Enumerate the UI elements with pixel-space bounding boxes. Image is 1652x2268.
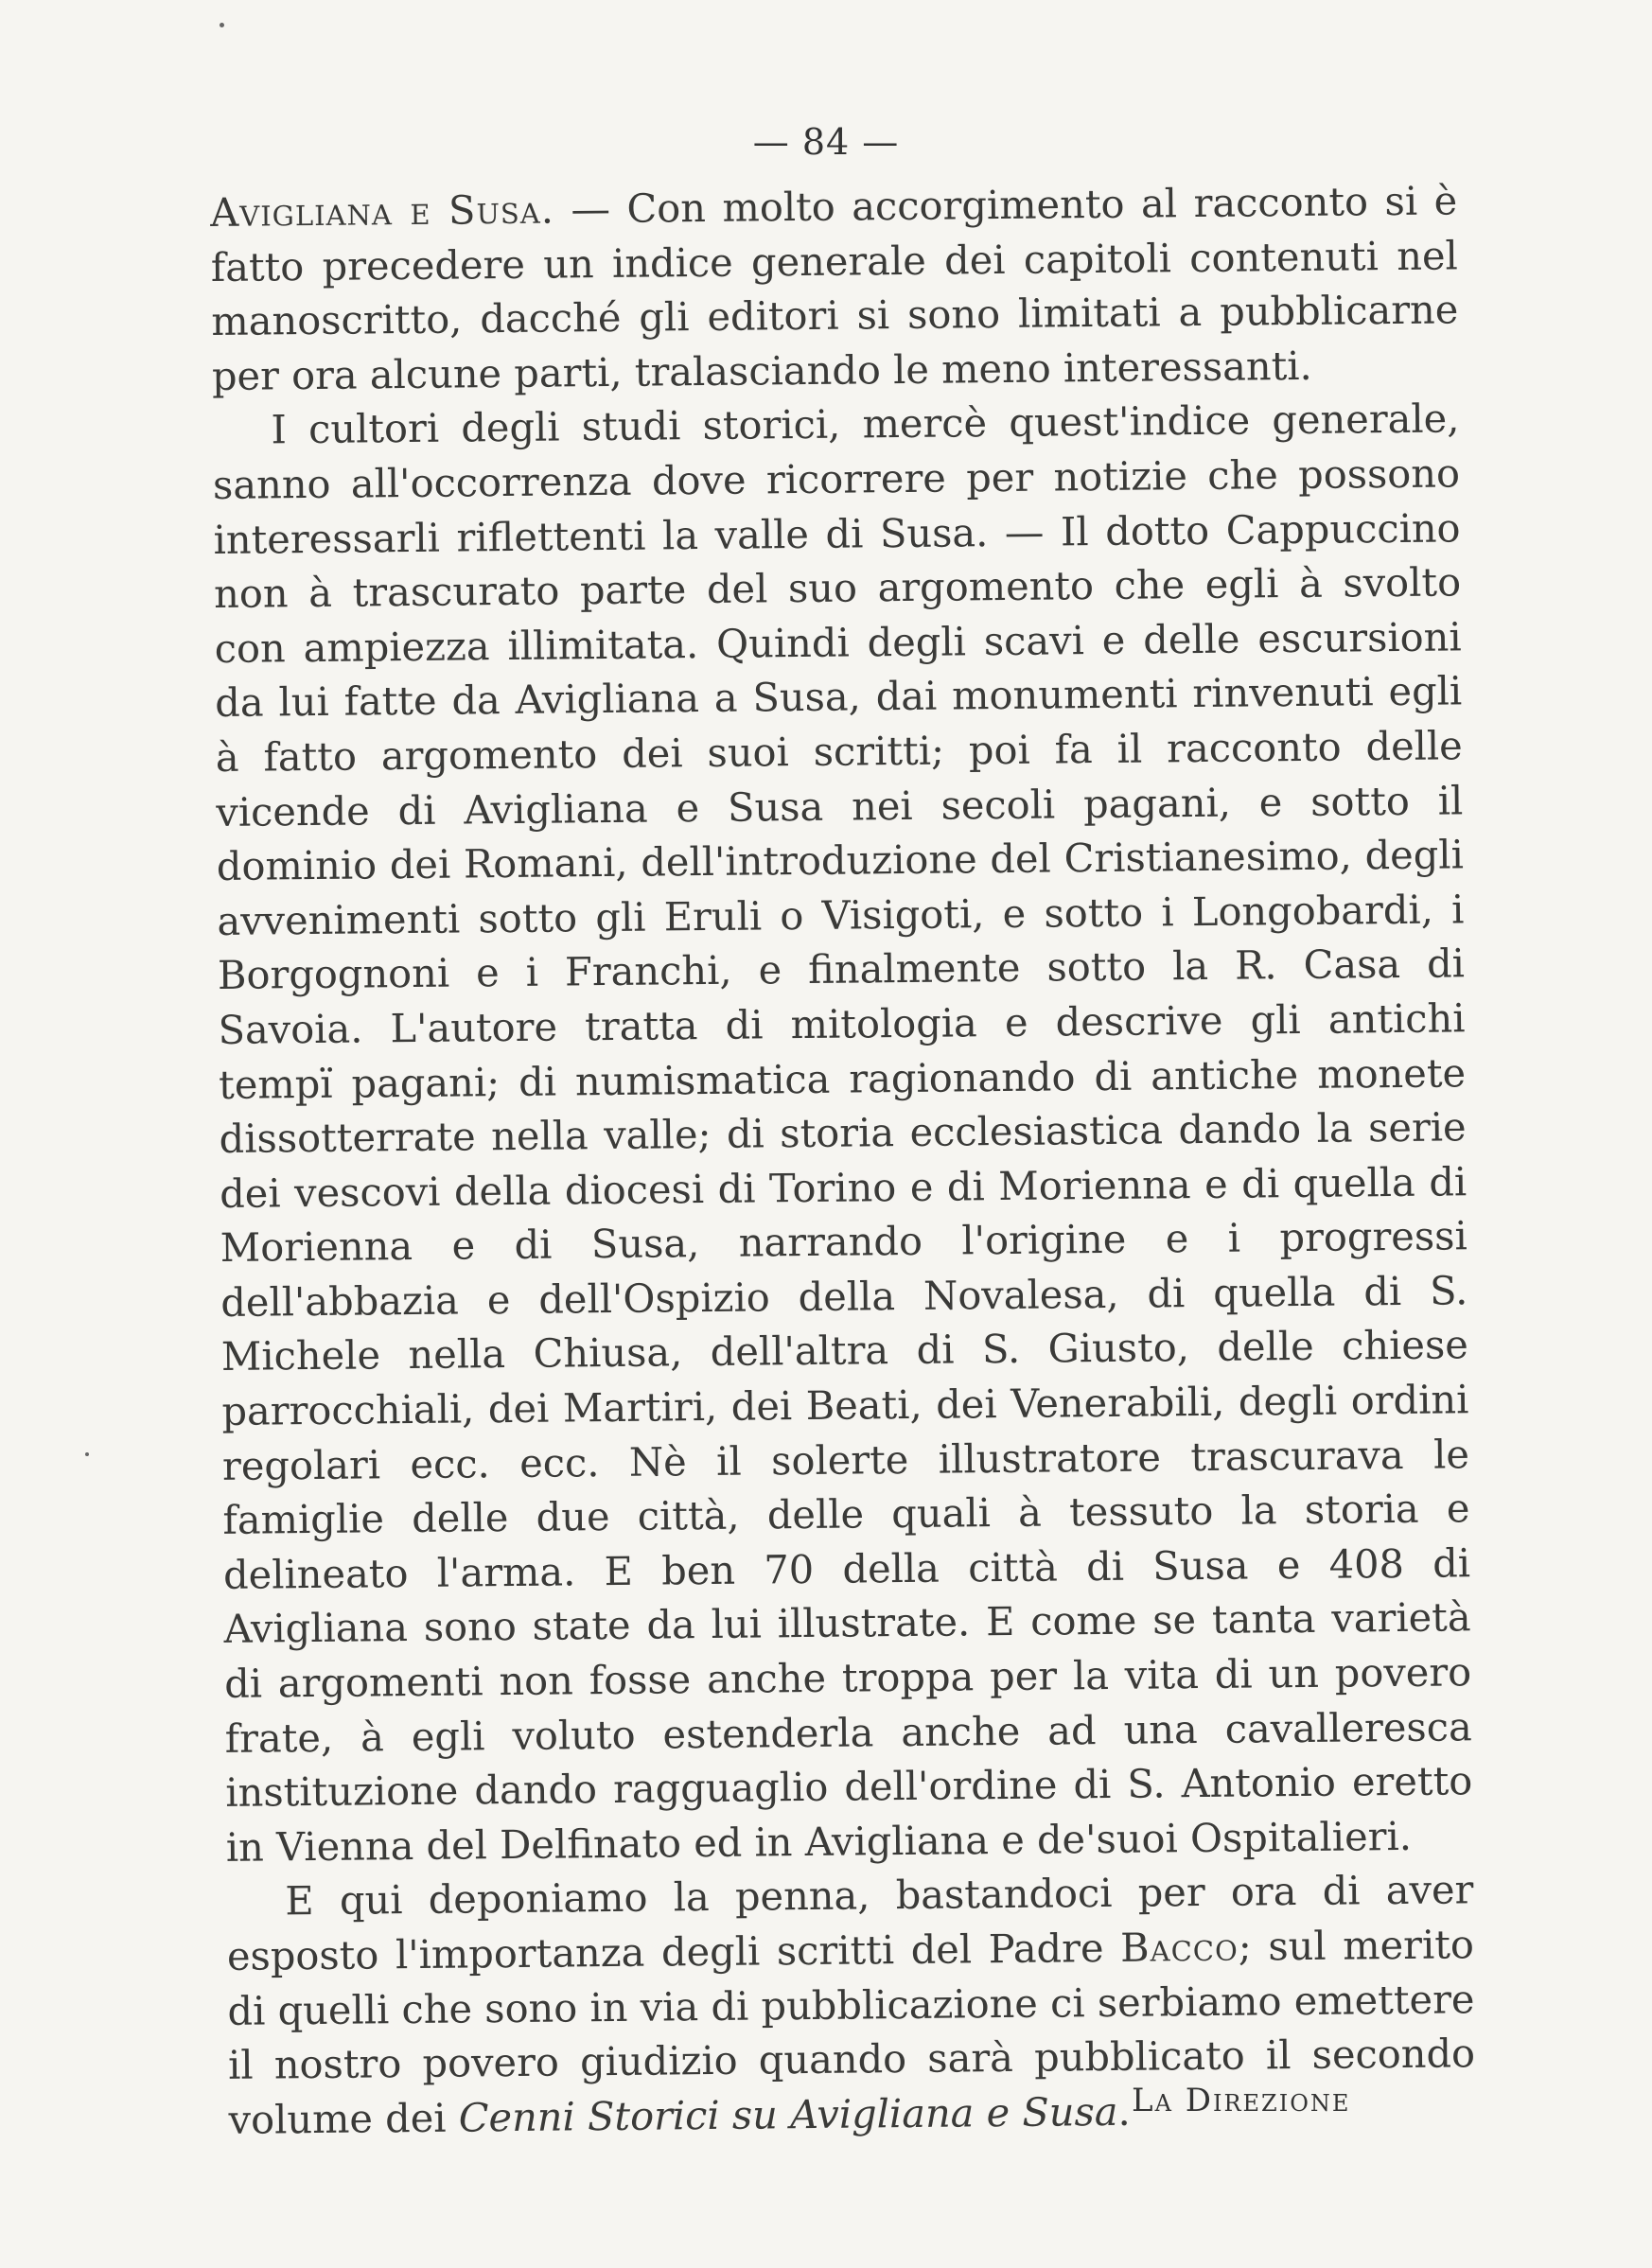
paragraph-3-text-middle: ; sul merito di quelli che sono in via di pubblicazione ci serbiamo emettere il nostro povero giudizio quando sarà pubblicato il secondo volume dei xyxy=(227,1921,1476,2143)
signature: La Direzione xyxy=(1132,2082,1351,2119)
paragraph-1 xyxy=(210,173,1459,403)
paragraph-3-text-after: . xyxy=(1117,2087,1131,2135)
paragraph-3-text-before: E qui deponiamo la penna, bastandoci per ora di aver esposto l'importanza degli scritti del Padre xyxy=(226,1866,1474,1979)
scan-speck xyxy=(220,23,224,27)
scan-speck xyxy=(85,1452,89,1456)
page-number: — 84 — xyxy=(752,121,900,163)
section-heading: Avigliana e Susa. xyxy=(210,185,555,236)
book-title: Cenni Storici su Avigliana e Susa xyxy=(458,2087,1118,2141)
author-name: Bacco xyxy=(1119,1923,1239,1971)
paragraph-2: I cultori degli studi storici, mercè quest'indice generale, sanno all'occorrenza dove ricorrere per notizie che possono interessarli riflettenti la valle di Susa. — Il dotto Cappuccino non à trascurato parte del suo argomento che egli à svolto con ampiezza illimitata. Quindi degli scavi e delle escursioni da lui fatte da Avigliana a Susa, dai monumenti rinvenuti egli à fatto argomento dei suoi scritti; poi fa il racconto delle vicende di Avigliana e Susa nei secoli pagani, e sotto il dominio dei Romani, dell'introduzione del Cristianesimo, degli avvenimenti sotto gli Eruli o Visigoti, e sotto i Longobardi, i Borgognoni e i Franchi, e finalmente sotto la R. Casa di Savoia. L'autore tratta di mitologia e descrive gli antichi tempï pagani; di numismatica ragionando di antiche monete dissotterrate nella valle; di storia ecclesiastica dando la serie dei vescovi della diocesi di Torino e di Morienna e di quella di Morienna e di Susa, narrando l'origine e i progressi dell'abbazia e dell'Ospizio della Novalesa, di quella di S. Michele nella Chiusa, dell'altra di S. Giusto, delle chiese parrocchiali, dei Martiri, dei Beati, dei Venerabili, degli ordini regolari ecc. ecc. Nè il solerte illustratore trascurava le famiglie delle due città, delle quali à tessuto la storia e delineato l'arma. E ben 70 della città di Susa e 408 di Avigliana sono state da lui illustrate. E come se tanta varietà di argomenti non fosse anche troppa per la vita di un povero frate, à egli voluto estenderla anche ad una cavalleresca instituzione dando ragguaglio dell'ordine di S. Antonio eretto in Vienna del Delfinato ed in Avigliana e de'suoi Ospitalieri. xyxy=(212,395,1473,1871)
body-text xyxy=(210,173,1476,2147)
paragraph-1-text: — Con molto accorgimento al racconto si è fatto precedere un indice generale dei capitoli contenuti nel manoscritto, dacché gli editori si sono limitati a pubblicarne per ora alcune parti, tralasciando le meno interessanti. xyxy=(210,177,1459,399)
